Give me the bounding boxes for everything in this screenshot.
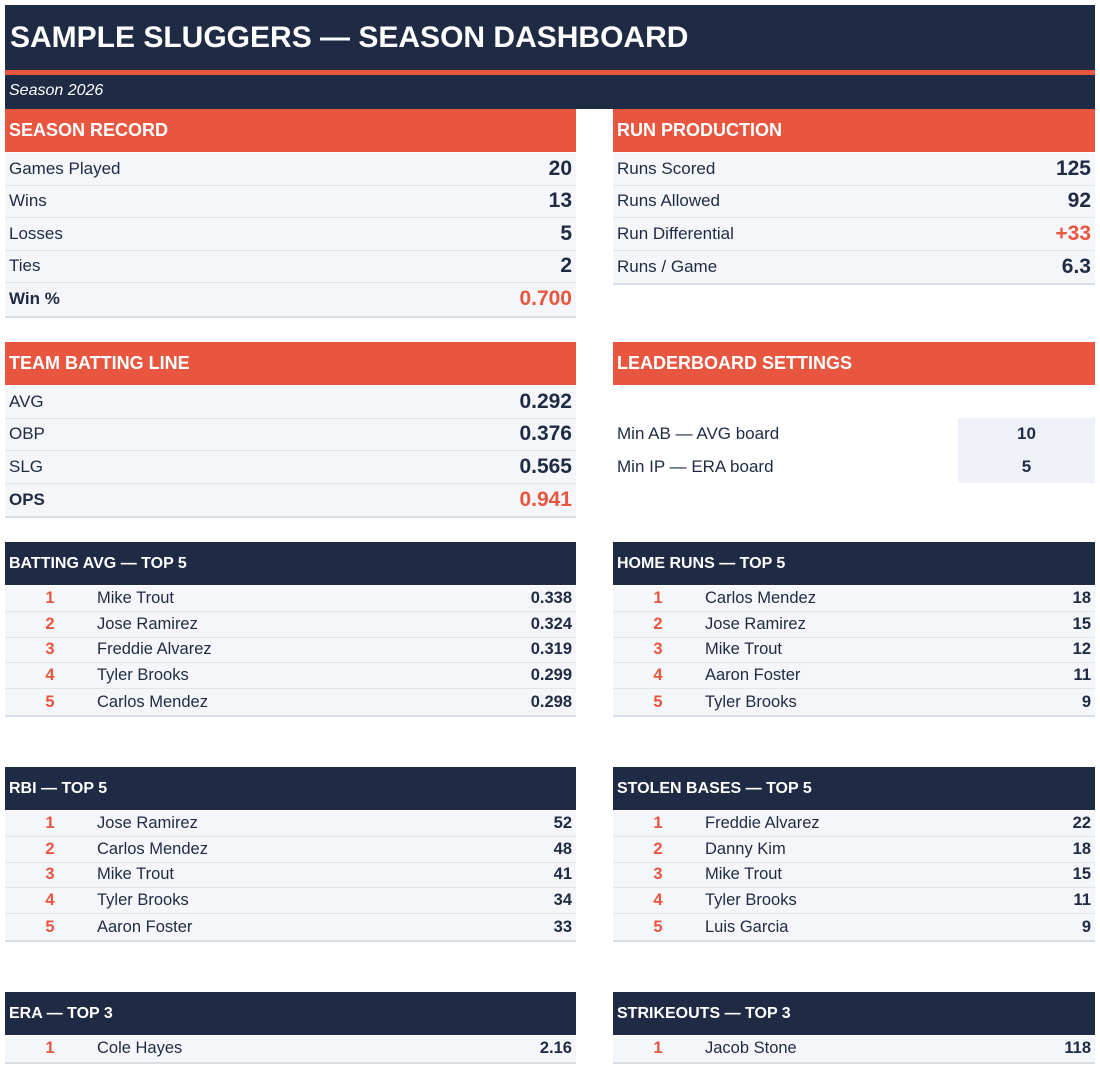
batting-avg-table <box>5 586 576 717</box>
stat-label: Ties <box>9 256 41 276</box>
stat-row-obp <box>5 419 576 452</box>
table-row <box>5 888 576 914</box>
table-row <box>5 612 576 638</box>
table-row <box>613 689 1095 715</box>
rank: 4 <box>45 891 55 910</box>
stat-label: Win % <box>9 289 60 309</box>
table-row <box>5 811 576 837</box>
rank: 1 <box>653 1039 663 1058</box>
stat-value: 0.299 <box>530 666 572 685</box>
player-name: Jacob Stone <box>705 1039 797 1058</box>
stat-row-runs-scored <box>613 153 1095 186</box>
stat-value: 92 <box>1067 189 1091 213</box>
stat-value: 0.319 <box>530 640 572 659</box>
player-name: Freddie Alvarez <box>705 813 820 832</box>
stat-value: 11 <box>1073 666 1091 685</box>
table-row <box>5 863 576 889</box>
table-row <box>5 837 576 863</box>
dashboard-title: SAMPLE SLUGGERS — SEASON DASHBOARD <box>5 5 1095 70</box>
stat-value: 0.298 <box>530 692 572 711</box>
table-row <box>5 638 576 664</box>
stat-value: 18 <box>1072 588 1091 607</box>
stat-value: 48 <box>553 839 572 858</box>
stat-value: 11 <box>1073 891 1091 910</box>
stat-value: 41 <box>553 865 572 884</box>
stat-row-slg <box>5 451 576 484</box>
stat-row-ops <box>5 484 576 517</box>
table-row <box>613 612 1095 638</box>
table-row <box>5 586 576 612</box>
player-name: Tyler Brooks <box>705 891 797 910</box>
era-header: ERA — TOP 3 <box>5 992 576 1035</box>
stolen-bases-table <box>613 811 1095 942</box>
stat-value: 6.3 <box>1061 254 1091 278</box>
stat-value: 2 <box>560 254 572 278</box>
stat-row-avg <box>5 386 576 419</box>
strikeouts-table <box>613 1036 1095 1064</box>
stat-value: 0.338 <box>530 588 572 607</box>
rank: 2 <box>45 614 55 633</box>
player-name: Jose Ramirez <box>97 813 198 832</box>
stat-label: OPS <box>9 489 45 509</box>
stat-value: 0.324 <box>530 614 572 633</box>
table-row <box>613 837 1095 863</box>
rank: 3 <box>45 865 55 884</box>
rank: 1 <box>45 1039 55 1058</box>
stat-value: 125 <box>1055 156 1091 180</box>
table-row <box>613 638 1095 664</box>
team-batting-header: TEAM BATTING LINE <box>5 342 576 385</box>
min-ip-input[interactable]: 5 <box>958 451 1095 484</box>
rank: 3 <box>653 640 663 659</box>
stat-value: 0.941 <box>519 487 572 511</box>
stat-value: 15 <box>1072 614 1091 633</box>
era-table <box>5 1036 576 1064</box>
player-name: Tyler Brooks <box>97 891 189 910</box>
setting-label: Min AB — AVG board <box>617 424 780 444</box>
leaderboard-settings <box>613 418 1095 483</box>
strikeouts-header: STRIKEOUTS — TOP 3 <box>613 992 1095 1035</box>
stat-label: Runs Allowed <box>617 191 721 211</box>
table-row <box>613 1036 1095 1062</box>
table-row <box>5 689 576 715</box>
stat-label: Runs / Game <box>617 256 718 276</box>
team-batting-table <box>5 386 576 518</box>
setting-row-min-ab <box>613 418 1095 451</box>
table-row <box>613 811 1095 837</box>
rank: 3 <box>653 865 663 884</box>
setting-row-min-ip <box>613 451 1095 484</box>
table-row <box>5 663 576 689</box>
player-name: Freddie Alvarez <box>97 640 212 659</box>
stat-value: +33 <box>1055 221 1091 245</box>
rank: 5 <box>653 692 663 711</box>
stat-value: 12 <box>1072 640 1091 659</box>
stat-label: Runs Scored <box>617 158 716 178</box>
setting-label: Min IP — ERA board <box>617 456 774 476</box>
rank: 5 <box>653 917 663 936</box>
rank: 4 <box>653 891 663 910</box>
rank: 5 <box>45 917 55 936</box>
stat-value: 2.16 <box>539 1039 572 1058</box>
player-name: Carlos Mendez <box>97 839 208 858</box>
rank: 1 <box>653 588 663 607</box>
stat-value: 13 <box>548 189 572 213</box>
table-row <box>613 914 1095 940</box>
rank: 4 <box>653 666 663 685</box>
player-name: Mike Trout <box>97 865 175 884</box>
player-name: Aaron Foster <box>97 917 193 936</box>
stat-value: 0.376 <box>519 422 572 446</box>
rank: 1 <box>45 588 55 607</box>
table-row <box>613 888 1095 914</box>
stat-label: Run Differential <box>617 223 734 243</box>
stat-value: 52 <box>553 813 572 832</box>
leaderboard-settings-header: LEADERBOARD SETTINGS <box>613 342 1095 385</box>
stat-row-wins <box>5 186 576 219</box>
stat-row-win-pct <box>5 283 576 316</box>
season-record-table <box>5 153 576 318</box>
player-name: Luis Garcia <box>705 917 789 936</box>
table-row <box>5 1036 576 1062</box>
rank: 1 <box>45 813 55 832</box>
rank: 1 <box>653 813 663 832</box>
stat-label: OBP <box>9 424 45 444</box>
table-row <box>613 586 1095 612</box>
stat-label: AVG <box>9 391 44 411</box>
stat-row-run-differential <box>613 218 1095 251</box>
stat-row-losses <box>5 218 576 251</box>
run-production-table <box>613 153 1095 285</box>
stat-value: 5 <box>560 221 572 245</box>
min-ab-input[interactable]: 10 <box>958 418 1095 451</box>
season-record-header: SEASON RECORD <box>5 109 576 152</box>
stat-value: 0.700 <box>519 287 572 311</box>
rbi-table <box>5 811 576 942</box>
player-name: Danny Kim <box>705 839 786 858</box>
player-name: Aaron Foster <box>705 666 801 685</box>
stat-value: 9 <box>1081 917 1091 936</box>
table-row <box>613 863 1095 889</box>
stat-value: 0.565 <box>519 454 572 478</box>
stat-row-games-played <box>5 153 576 186</box>
player-name: Jose Ramirez <box>97 614 198 633</box>
stat-value: 0.292 <box>519 389 572 413</box>
player-name: Tyler Brooks <box>705 692 797 711</box>
player-name: Jose Ramirez <box>705 614 806 633</box>
player-name: Carlos Mendez <box>705 588 816 607</box>
stat-value: 34 <box>553 891 572 910</box>
stat-value: 118 <box>1064 1039 1091 1058</box>
rank: 2 <box>653 839 663 858</box>
stat-row-ties <box>5 251 576 284</box>
stat-row-runs-allowed <box>613 186 1095 219</box>
stat-value: 22 <box>1072 813 1091 832</box>
player-name: Cole Hayes <box>97 1039 183 1058</box>
table-row <box>5 914 576 940</box>
stat-row-runs-per-game <box>613 251 1095 284</box>
run-production-header: RUN PRODUCTION <box>613 109 1095 152</box>
rank: 4 <box>45 666 55 685</box>
home-runs-header: HOME RUNS — TOP 5 <box>613 542 1095 585</box>
player-name: Tyler Brooks <box>97 666 189 685</box>
stolen-bases-header: STOLEN BASES — TOP 5 <box>613 767 1095 810</box>
player-name: Carlos Mendez <box>97 692 208 711</box>
rank: 2 <box>653 614 663 633</box>
stat-label: SLG <box>9 456 44 476</box>
stat-value: 9 <box>1081 692 1091 711</box>
rbi-header: RBI — TOP 5 <box>5 767 576 810</box>
stat-value: 33 <box>553 917 572 936</box>
stat-value: 15 <box>1072 865 1091 884</box>
rank: 3 <box>45 640 55 659</box>
rank: 2 <box>45 839 55 858</box>
table-row <box>613 663 1095 689</box>
season-label: Season 2026 <box>5 75 1095 109</box>
home-runs-table <box>613 586 1095 717</box>
stat-value: 20 <box>548 156 572 180</box>
stat-label: Games Played <box>9 158 121 178</box>
stat-label: Losses <box>9 223 63 243</box>
stat-label: Wins <box>9 191 47 211</box>
player-name: Mike Trout <box>705 640 783 659</box>
player-name: Mike Trout <box>97 588 175 607</box>
stat-value: 18 <box>1072 839 1091 858</box>
batting-avg-header: BATTING AVG — TOP 5 <box>5 542 576 585</box>
player-name: Mike Trout <box>705 865 783 884</box>
rank: 5 <box>45 692 55 711</box>
